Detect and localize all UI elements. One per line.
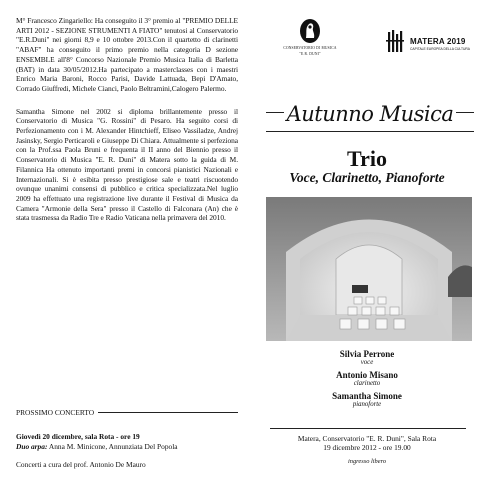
next-concert-heading: [16, 408, 238, 417]
next-concert: [16, 408, 238, 469]
next-concert-date: Giovedì 20 dicembre, sala Rota - ore 19: [16, 432, 140, 441]
sala-rota-photo: [266, 197, 472, 341]
matera-2019-sub: CAPITALE EUROPEA DELLA CULTURA: [410, 47, 470, 51]
bio-simone: Samantha Simone nel 2002 si diploma brillantemente presso il Conservatorio di Musica "G. Rossini" di Pesaro. Ha seguito corsi di Perfezionamento con i M. Alexander Hintchieff, Eliseo Vassiladze, Andrej Jasinsky, Sergio Perticaroli e Giuseppe Di Chiara. Attualmente si perfeziona con la Prof.ssa Paola Bruni e frequenta il II anno del Biennio presso il Conservatorio di Musica "E. R. Duni" di Matera sotto la guida di M. Filannica Ha ottenuto importanti premi in concorsi pianistici Nazionali e Internazionali. Si è esibita presso prestigiose sale e teatri riscuotendo ovunque unanimi consensi di pubblico e critica specializzata.Nel luglio 2009 ha effettuato una registrazione live durante il Festival di Musica da Camera "Armonie della Sera" presso il Castello di Falconara (An) che è stata trasmessa da Radio Tre e Radio Vaticana nella primavera del 2010.: [16, 106, 238, 223]
concert-curator: Concerti a cura del prof. Antonio De Mauro: [16, 460, 146, 469]
logos-row: [262, 18, 472, 78]
banner-title: [266, 102, 474, 126]
next-concert-heading-text: PROSSIMO CONCERTO: [16, 408, 95, 417]
matera-2019-text: MATERA 2019: [410, 37, 466, 46]
performer-role: clarinetto: [353, 380, 381, 387]
hall-photo-illustration: [266, 197, 472, 341]
performer: [262, 391, 472, 408]
next-concert-names: Anna M. Minicone, Annunziata Del Popola: [48, 442, 178, 451]
performers-list: [262, 349, 472, 412]
next-concert-label: Duo arpa:: [16, 442, 48, 451]
banner-title-text: Autunno Musica: [284, 102, 457, 126]
admission-note: ingresso libero: [347, 458, 387, 465]
concert-subtitle: Voce, Clarinetto, Pianoforte: [289, 170, 445, 185]
conservatorio-logo: [280, 18, 340, 57]
venue-datetime: 19 dicembre 2012 - ore 19.00: [323, 443, 411, 452]
conservatorio-name: CONSERVATORIO DI MUSICA: [283, 46, 337, 50]
performer-role: pianoforte: [352, 401, 382, 408]
performer: [262, 349, 472, 366]
matera-mark-icon: [386, 28, 408, 54]
venue-info: [262, 428, 472, 452]
performer-name: Silvia Perrone: [339, 349, 395, 359]
performer-name: Samantha Simone: [332, 391, 402, 401]
venue-rule: [270, 428, 466, 429]
conservatorio-sub: "E.R. DUNI": [299, 52, 321, 57]
venue-place: Matera, Conservatorio "E. R. Duni", Sala Rota: [297, 434, 437, 443]
performer-name: Antonio Misano: [336, 370, 398, 380]
right-column: [262, 0, 472, 482]
bio-zingariello: M° Francesco Zingariello: Ha conseguito il 3° premio al "PREMIO DELLE ARTI 2012 - SEZIONE STRUMENTI A FIATO" tenutosi al Conservatorio "E.R.Duni" nei giorni 8,9 e 10 ottobre 2013.Con il quartetto di clarinetti "ABAF" ha conseguito il primo premio nella categoria D sezione ENSEMBLE all'8° Concorso Nazionale Premio Musica Italia di Barletta (BAT) in data 30/05/2012.Ha partecipato a masterclasses con i maestri Enrico Maria Baroni, Rocco Parisi, Davide Lattuada, Bepi D'Amato, Corrado Giuffredi, Michele Cianci, Paolo Beltramini,Calogero Palermo.: [16, 16, 238, 93]
conservatorio-emblem-icon: [299, 18, 321, 44]
concert-title: Trio: [347, 146, 387, 171]
left-column: [16, 16, 238, 223]
performer-role: voce: [360, 359, 374, 366]
performer: [262, 370, 472, 387]
autunno-musica-banner: [266, 100, 474, 136]
next-concert-performers: [16, 442, 238, 451]
banner-rule-bottom: [266, 131, 474, 132]
next-concert-rule: [98, 412, 238, 413]
